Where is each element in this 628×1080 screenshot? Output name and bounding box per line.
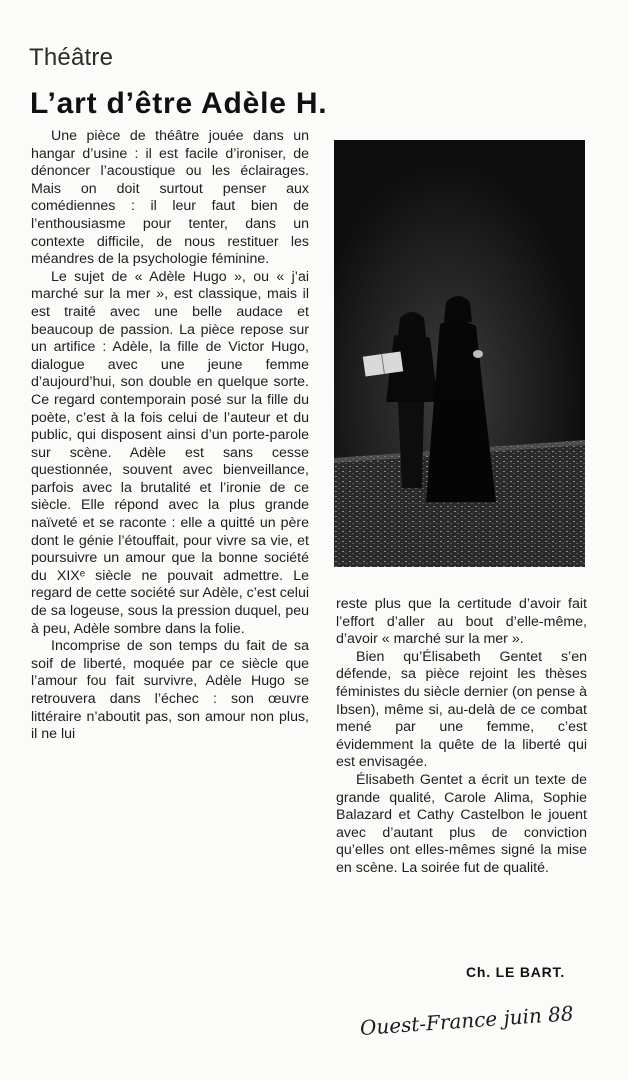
paragraph: reste plus que la certitude d’avoir fait l’effort d’aller au bout d’elle-même, d’avoir « marché sur la mer ». [336,596,587,648]
author-byline: Ch. LE BART. [466,964,566,980]
stage-photo-image [334,140,585,567]
paragraph: Élisabeth Gentet a écrit un texte de grande qualité, Carole Alima, Sophie Balazard et Cathy Castelbon le jouent avec d’autant plus de conviction qu’elles ont elles-mêmes signé la mise en scène. La soirée fut de qualité. [336,771,587,876]
section-label: Théâtre [29,44,114,71]
handwritten-source-note: Ouest-France juin 88 [359,1001,575,1040]
stage-photo [334,140,585,567]
paragraph: Incomprise de son temps du fait de sa soif de liberté, moquée par ce siècle que l’amour fou fait survivre, Adèle Hugo se retrouvera dans l’échec : son œuvre littéraire n’aboutit pas, son amour non plus, il ne lui [31,638,309,743]
paragraph: Une pièce de théâtre jouée dans un hangar d’usine : il est facile d’ironiser, de dénoncer l’acoustique ou les éclairages. Mais on doit surtout penser aux comédiennes : il leur faut bien de l’enthousiasme pour tenter, dans un contexte difficile, de nous restituer les méandres de la psychologie féminine. [31,128,309,268]
headline: L’art d’être Adèle H. [30,87,328,120]
paragraph: Bien qu’Élisabeth Gentet s’en défende, sa pièce rejoint les thèses féministes du siècle dernier (on pense à Ibsen), même si, au-delà de ce combat mené par une femme, c’est évidemment la quête de la liberté qui est envisagée. [336,648,587,771]
right-column [336,596,587,878]
paragraph: Le sujet de « Adèle Hugo », ou « j’ai marché sur la mer », est classique, mais il est traité avec une belle audace et beaucoup de passion. La pièce repose sur un artifice : Adèle, la fille de Victor Hugo, dialogue avec une jeune femme d’aujourd’hui, son double en quelque sorte. Ce regard contemporain posé sur la fille du poète, c’est à la fois celui de l’auteur et du public, qui disposent ainsi d’un porte-parole sur scène. Adèle est sans cesse questionnée, souvent avec bienveillance, parfois avec la brutalité et l’ironie de ce siècle. Elle répond avec la plus grande naïveté et se raconte : elle a quitté un père dont le génie l’étouffait, pour vivre sa vie, et poursuivre un amour que la bonne société du XIXᵉ siècle ne pouvait admettre. Le regard de cette société sur Adèle, c’est celui de sa logeuse, sous la pression duquel, peu à peu, Adèle sombre dans la folie. [31,268,309,637]
left-column [31,128,309,744]
